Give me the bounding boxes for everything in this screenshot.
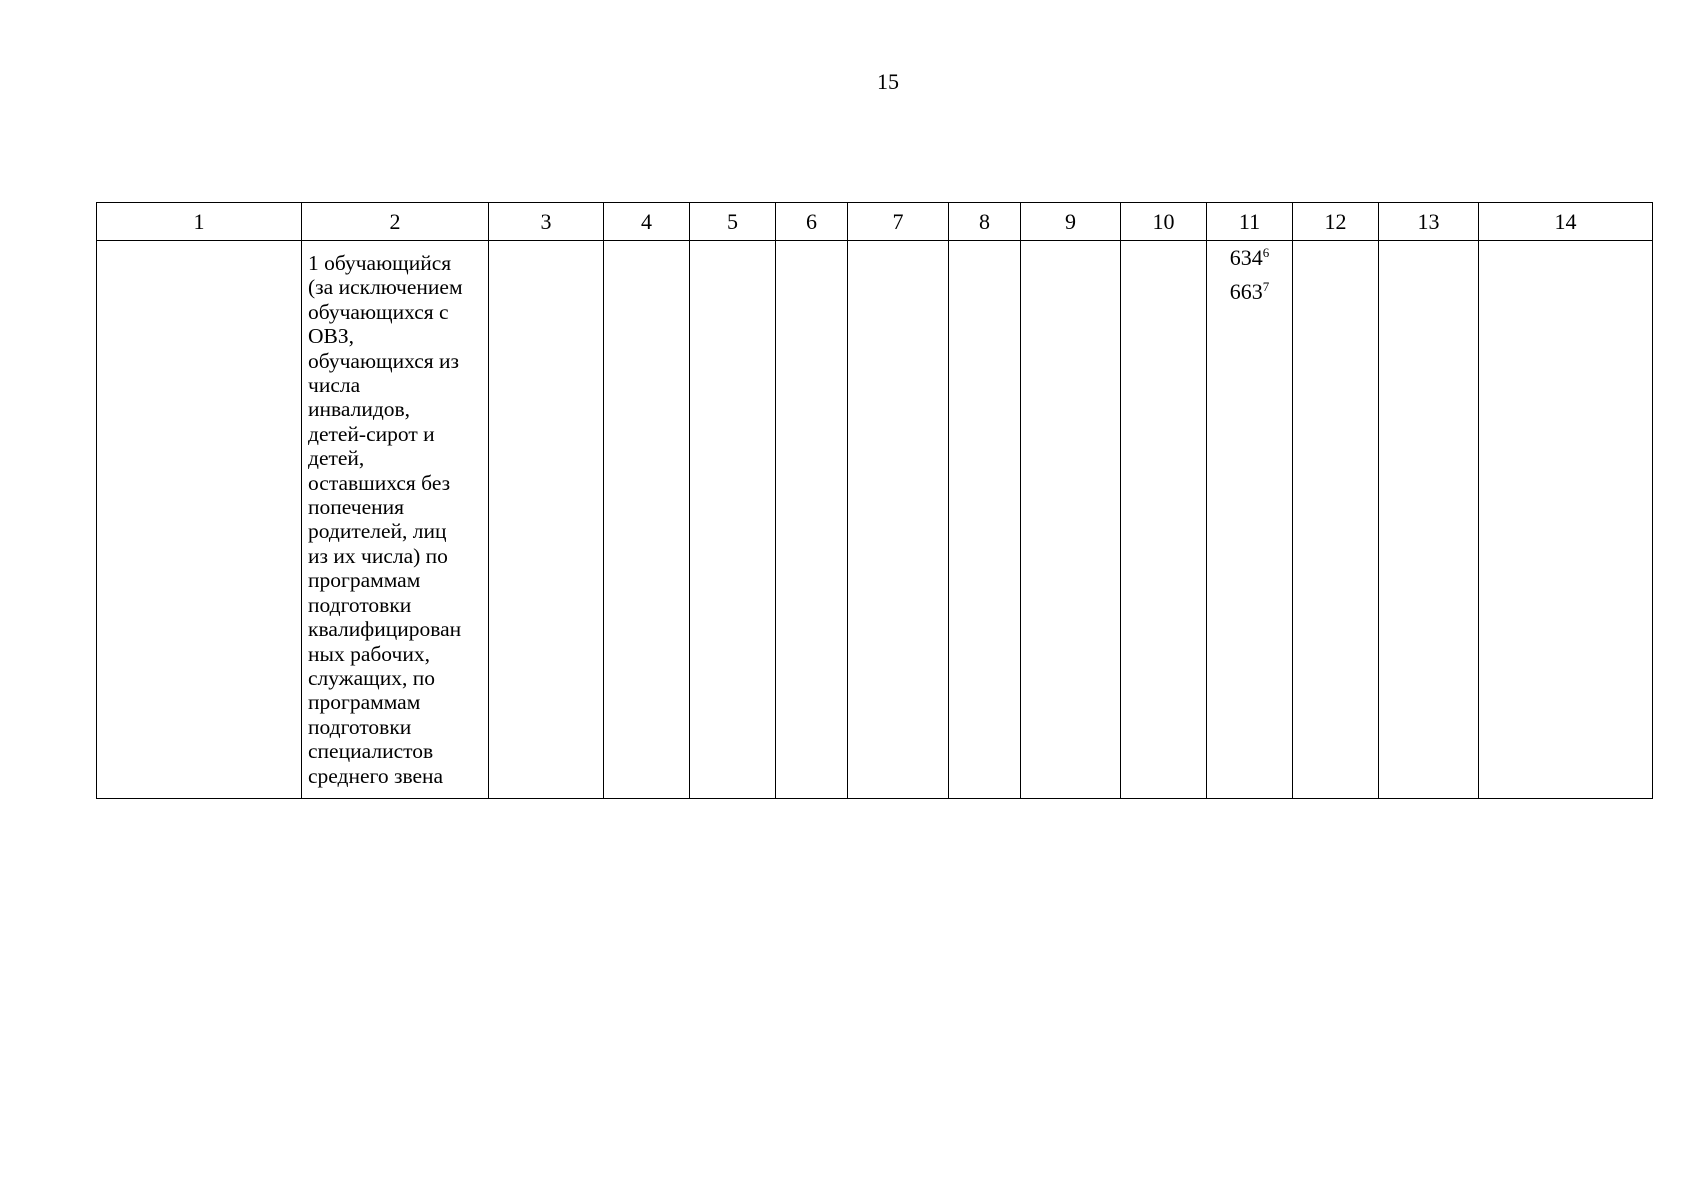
- cell-col-14: [1479, 241, 1653, 799]
- value-number: 634: [1229, 245, 1263, 270]
- cell-col-10: [1121, 241, 1207, 799]
- description-line: служащих, по: [308, 665, 435, 690]
- description-line: инвалидов,: [308, 397, 411, 422]
- column-header: 3: [489, 203, 604, 241]
- cell-description: [302, 241, 489, 799]
- cell-col-5: [690, 241, 776, 799]
- column-header: 14: [1479, 203, 1653, 241]
- column-header: 2: [302, 203, 489, 241]
- description-line: попечения: [308, 495, 405, 520]
- column-header: 6: [776, 203, 848, 241]
- column-header: 9: [1021, 203, 1121, 241]
- cell-col-9: [1021, 241, 1121, 799]
- column-header: 5: [690, 203, 776, 241]
- description-line: подготовки: [308, 714, 412, 739]
- column-header: 1: [97, 203, 302, 241]
- cell-col-7: [848, 241, 949, 799]
- cell-col-4: [604, 241, 690, 799]
- cell-col-12: [1293, 241, 1379, 799]
- column-header: 13: [1379, 203, 1479, 241]
- cell-col-6: [776, 241, 848, 799]
- description-line: программам: [308, 568, 421, 593]
- column-header: 11: [1207, 203, 1293, 241]
- description-line: из их числа) по: [308, 543, 448, 568]
- footnote-marker: 6: [1262, 245, 1270, 260]
- description-line: родителей, лиц: [308, 519, 447, 544]
- description-line: подготовки: [308, 592, 412, 617]
- value-number: 663: [1229, 279, 1263, 304]
- data-table: [96, 202, 1653, 799]
- description-line: ОВЗ,: [308, 324, 355, 349]
- page-number: 15: [877, 69, 899, 94]
- description-line: обучающихся из: [308, 348, 460, 373]
- description-line: программам: [308, 690, 421, 715]
- description-line: ных рабочих,: [308, 641, 430, 666]
- column-header: 8: [949, 203, 1021, 241]
- description-line: оставшихся без: [308, 470, 451, 495]
- description-line: квалифицирован: [308, 617, 462, 642]
- description-line: (за исключением: [308, 275, 463, 300]
- column-header: 4: [604, 203, 690, 241]
- description-line: среднего звена: [308, 763, 444, 788]
- description-line: специалистов: [308, 739, 434, 764]
- cell-col-3: [489, 241, 604, 799]
- column-header: 10: [1121, 203, 1207, 241]
- header-row: [97, 203, 1653, 241]
- cell-col-13: [1379, 241, 1479, 799]
- description-line: обучающихся с: [308, 299, 449, 324]
- footnote-marker: 7: [1262, 279, 1270, 294]
- column-header: 7: [848, 203, 949, 241]
- cell-col-11: [1207, 241, 1293, 799]
- column-header: 12: [1293, 203, 1379, 241]
- description-line: числа: [308, 373, 361, 398]
- value-entry: [1207, 241, 1292, 275]
- cell-col-8: [949, 241, 1021, 799]
- description-line: детей-сирот и: [308, 421, 435, 446]
- description-line: детей,: [308, 446, 365, 471]
- cell-col-1: [97, 241, 302, 799]
- description-line: 1 обучающийся: [308, 251, 452, 275]
- table-row: [97, 241, 1653, 799]
- value-entry: [1207, 275, 1292, 309]
